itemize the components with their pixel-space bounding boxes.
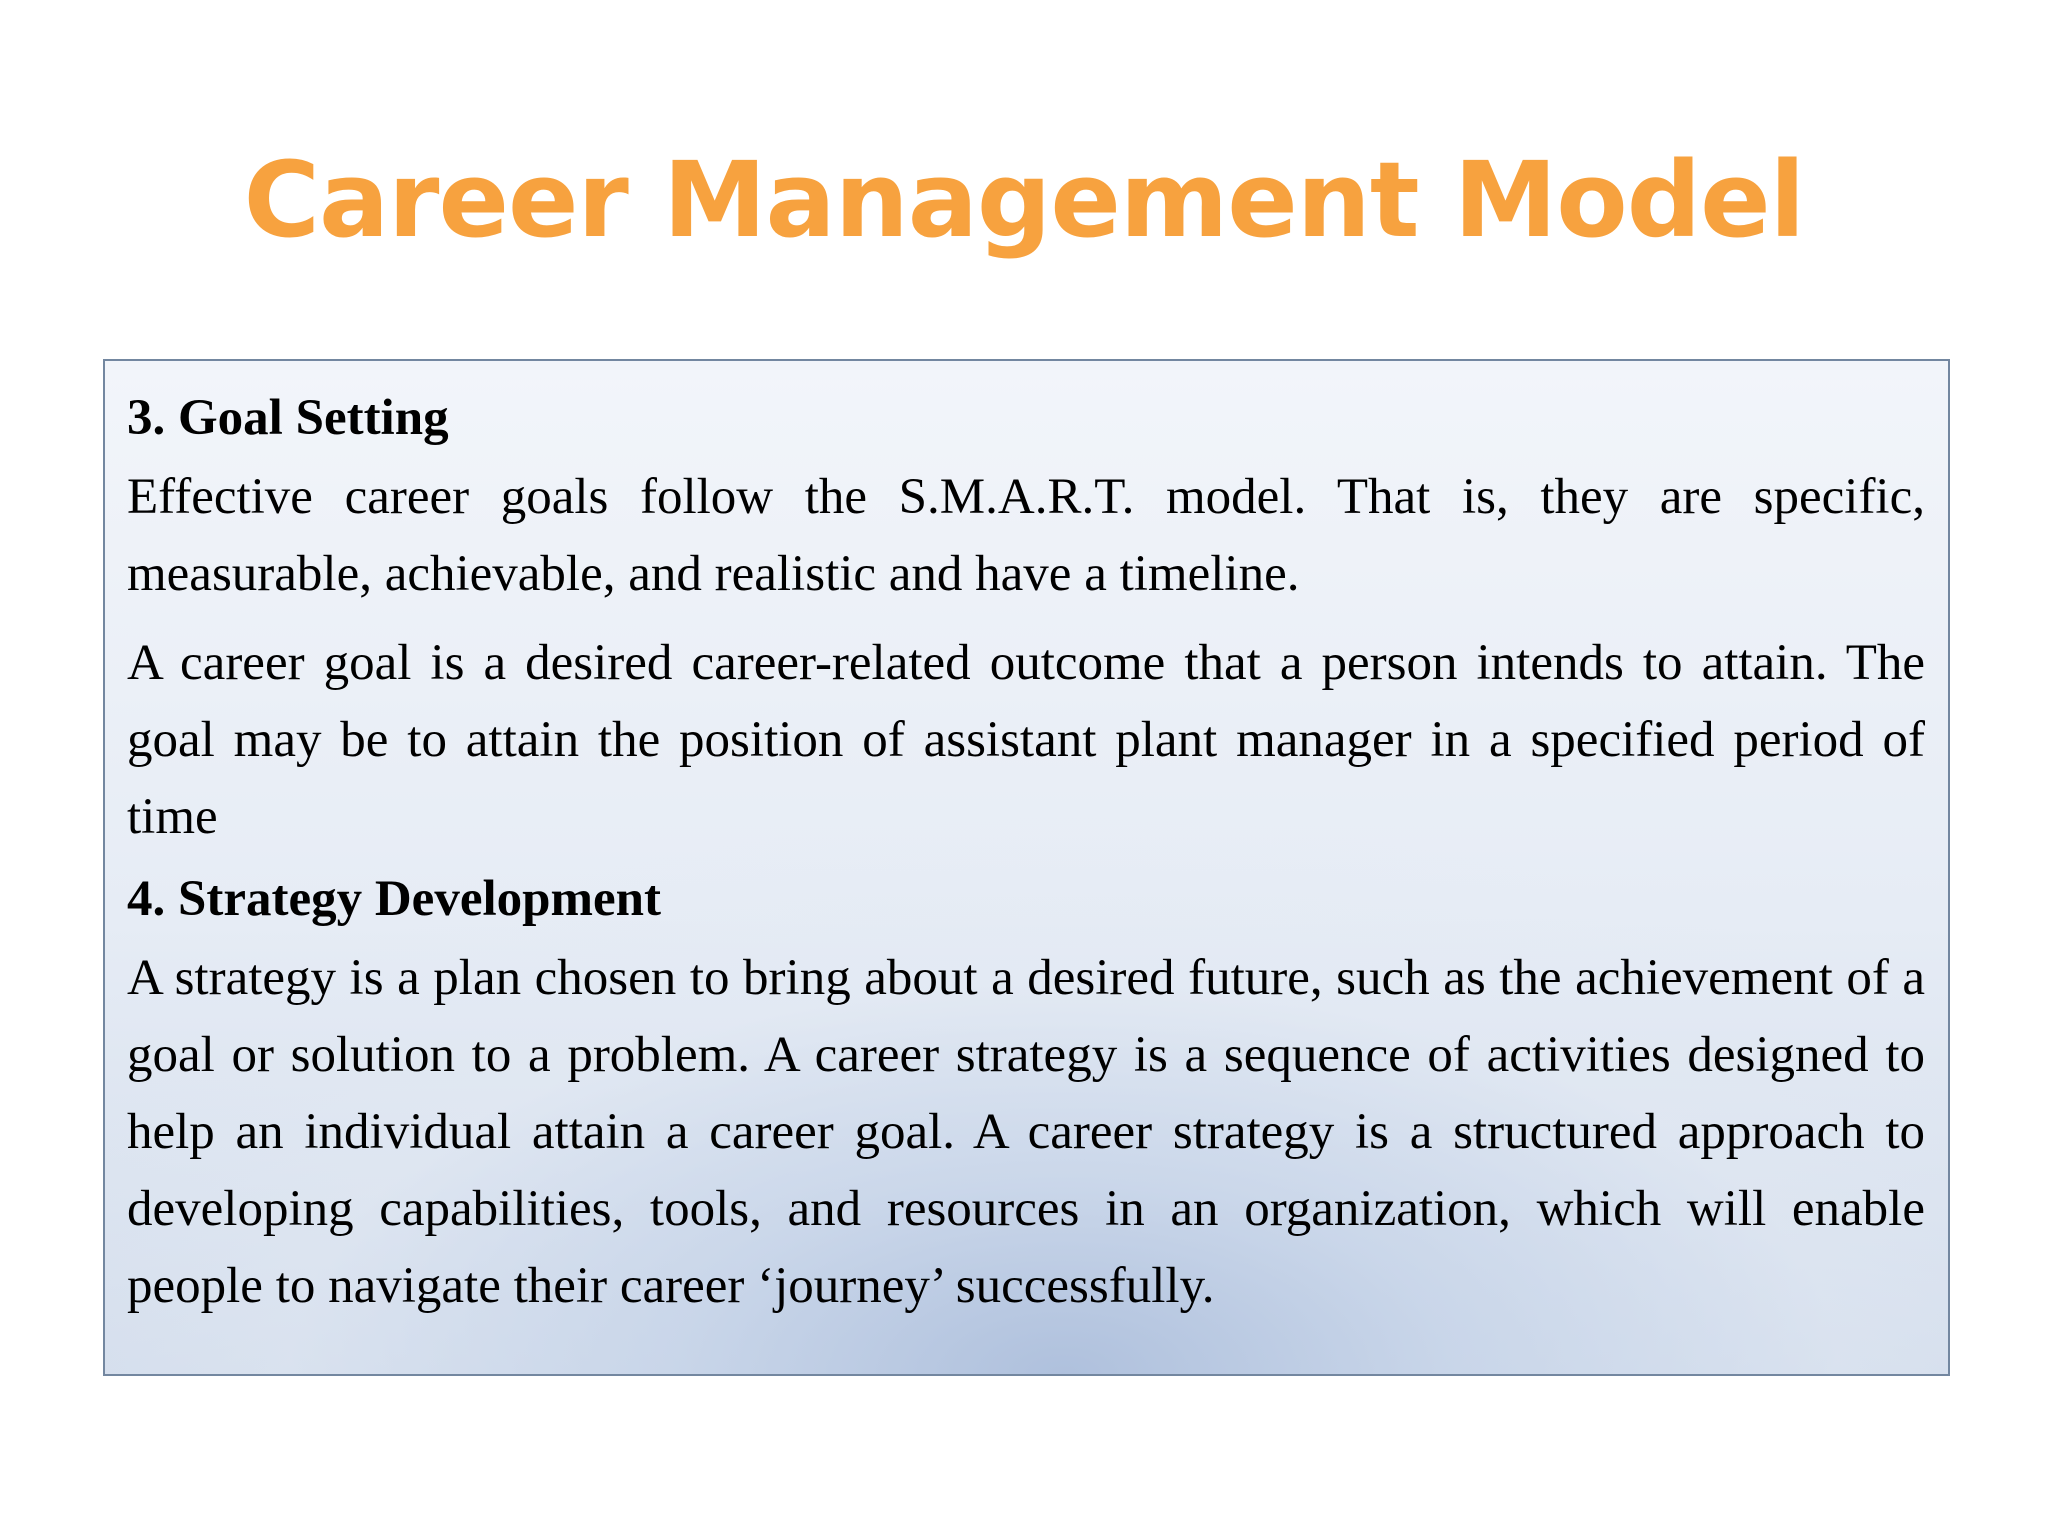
content-box [103,359,1950,1376]
section-heading-strategy-development: 4. Strategy Development [127,871,661,927]
section-heading-goal-setting: 3. Goal Setting [127,390,449,446]
goal-setting-paragraph-1: Effective career goals follow the S.M.A.R.T. model. That is, they are specific, measurable, achievable, and realistic and have a timeline. [127,469,1925,602]
goal-setting-paragraph-2: A career goal is a desired career-related outcome that a person intends to attain. The goal may be to attain the position of assistant plant manager in a specified period of time [127,635,1925,845]
slide-title: Career Management Model [243,139,1805,261]
strategy-development-paragraph-1: A strategy is a plan chosen to bring about a desired future, such as the achievement of a goal or solution to a problem. A career strategy is a sequence of activities designed to help an individual attain a career goal. A career strategy is a structured approach to developing capabilities, tools, and resources in an organization, which will enable people to navigate their career ‘journey’ successfully. [127,950,1925,1314]
